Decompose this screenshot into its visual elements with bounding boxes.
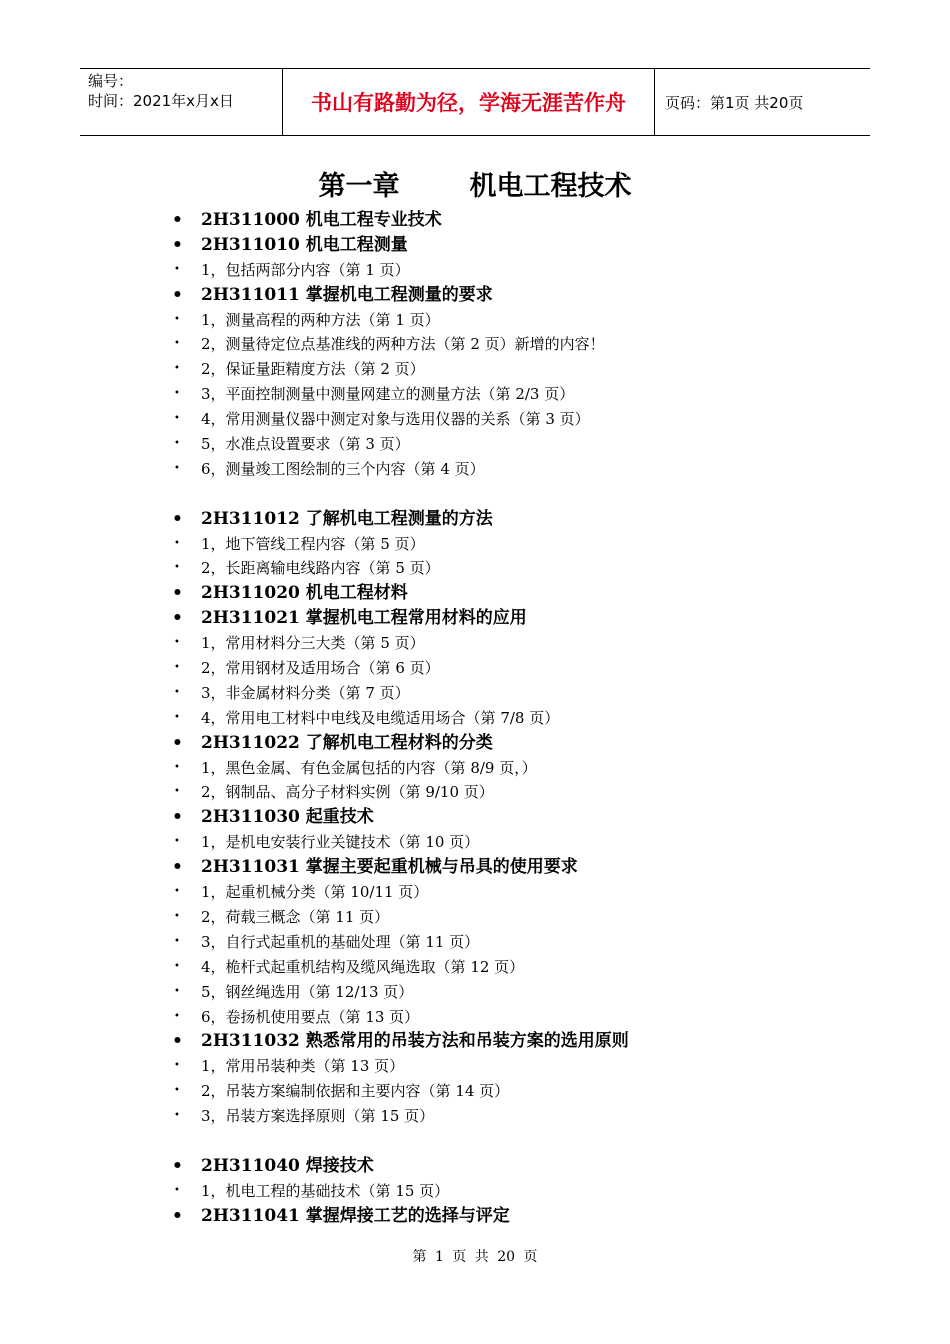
section-heading-item xyxy=(168,208,629,233)
list-item xyxy=(168,382,629,407)
bullet-icon: • xyxy=(174,537,180,549)
bullet-icon: • xyxy=(172,1155,183,1176)
bullet-icon: • xyxy=(172,583,183,604)
section-heading-item xyxy=(168,731,629,756)
bullet-icon: • xyxy=(172,807,183,828)
item-text: 4，常用电工材料中电线及电缆适用场合（第 7/8 页） xyxy=(201,708,560,727)
header-table xyxy=(80,68,870,136)
bullet-icon: • xyxy=(174,985,180,997)
list-item xyxy=(168,357,629,382)
page-footer: 第 1 页 共 20 页 xyxy=(412,1249,538,1265)
list-item xyxy=(168,407,629,432)
item-text: 2，荷载三概念（第 11 页） xyxy=(201,907,390,926)
chapter-title xyxy=(0,164,950,203)
bullet-icon: • xyxy=(172,210,183,230)
item-text: 2H311000 机电工程专业技术 xyxy=(201,210,442,230)
item-text: 2，吊装方案编制依据和主要内容（第 14 页） xyxy=(201,1082,510,1101)
section-heading-item xyxy=(168,1029,629,1054)
item-text: 2，长距离输电线路内容（第 5 页） xyxy=(201,559,440,578)
item-text: 2，常用钢材及适用场合（第 6 页） xyxy=(201,659,440,678)
item-text: 3，非金属材料分类（第 7 页） xyxy=(201,683,410,702)
bullet-icon: • xyxy=(172,732,183,753)
list-item xyxy=(168,706,629,731)
bullet-icon: • xyxy=(174,388,180,400)
bullet-icon: • xyxy=(174,786,180,798)
chapter-number: 第一章 xyxy=(318,171,400,202)
bullet-icon: • xyxy=(174,960,180,972)
list-item xyxy=(168,830,629,855)
list-item xyxy=(168,432,629,457)
list-item xyxy=(168,1179,629,1204)
item-text: 4，桅杆式起重机结构及缆风绳选取（第 12 页） xyxy=(201,957,525,976)
section-heading-item xyxy=(168,805,629,830)
bullet-icon: • xyxy=(174,1060,180,1072)
item-text: 2，保证量距精度方法（第 2 页） xyxy=(201,360,425,379)
bullet-icon: • xyxy=(174,313,180,325)
header-page-info: 页码：第1页 共20页 xyxy=(665,93,804,112)
list-item xyxy=(168,905,629,930)
item-text: 2H311041 掌握焊接工艺的选择与评定 xyxy=(201,1205,510,1226)
bullet-icon: • xyxy=(174,462,180,474)
list-item xyxy=(168,631,629,656)
item-text: 2H311020 机电工程材料 xyxy=(201,583,408,604)
item-text: 1，机电工程的基础技术（第 15 页） xyxy=(201,1181,450,1200)
list-item xyxy=(168,1054,629,1079)
item-text: 2H311031 掌握主要起重机械与吊具的使用要求 xyxy=(201,857,578,878)
bullet-icon: • xyxy=(174,886,180,898)
list-item xyxy=(168,681,629,706)
bullet-icon: • xyxy=(174,662,180,674)
item-text: 1，是机电安装行业关键技术（第 10 页） xyxy=(201,833,480,852)
list-item xyxy=(168,980,629,1005)
bullet-icon: • xyxy=(174,1110,180,1122)
item-text: 2H311011 掌握机电工程测量的要求 xyxy=(201,284,493,305)
item-text: 4，常用测量仪器中测定对象与选用仪器的关系（第 3 页） xyxy=(201,410,590,429)
bullet-icon: • xyxy=(174,338,180,350)
item-text: 2，测量待定位点基准线的两种方法（第 2 页）新增的内容！ xyxy=(201,335,605,354)
item-text: 1，黑色金属、有色金属包括的内容（第 8/9 页，） xyxy=(201,758,537,777)
bullet-icon: • xyxy=(174,836,180,848)
toc-list xyxy=(168,208,629,1229)
bullet-icon: • xyxy=(172,857,183,878)
bullet-icon: • xyxy=(174,562,180,574)
bullet-icon: • xyxy=(174,1085,180,1097)
item-text: 5，钢丝绳选用（第 12/13 页） xyxy=(201,982,414,1001)
list-item xyxy=(168,955,629,980)
list-gap xyxy=(168,1129,629,1154)
list-item xyxy=(168,1005,629,1030)
section-heading-item xyxy=(168,855,629,880)
list-item xyxy=(168,780,629,805)
bullet-icon: • xyxy=(174,686,180,698)
bullet-icon: • xyxy=(172,508,183,529)
section-heading-item xyxy=(168,233,629,258)
bullet-icon: • xyxy=(172,1031,183,1052)
section-heading-item xyxy=(168,1154,629,1179)
item-text: 3，平面控制测量中测量网建立的测量方法（第 2/3 页） xyxy=(201,385,575,404)
item-text: 2H311032 熟悉常用的吊装方法和吊装方案的选用原则 xyxy=(201,1031,629,1052)
bullet-icon: • xyxy=(174,761,180,773)
item-text: 5，水准点设置要求（第 3 页） xyxy=(201,435,410,454)
item-text: 3，自行式起重机的基础处理（第 11 页） xyxy=(201,932,480,951)
bullet-icon: • xyxy=(172,234,183,255)
bullet-icon: • xyxy=(174,413,180,425)
list-item xyxy=(168,880,629,905)
bullet-icon: • xyxy=(174,263,180,275)
item-text: 1，起重机械分类（第 10/11 页） xyxy=(201,883,429,902)
item-text: 2，钢制品、高分子材料实例（第 9/10 页） xyxy=(201,783,494,802)
bullet-icon: • xyxy=(174,363,180,375)
list-item xyxy=(168,332,629,357)
number-label: 编号： xyxy=(88,72,134,90)
header-motto: 书山有路勤为径，学海无涯苦作舟 xyxy=(282,69,655,135)
item-text: 2H311021 掌握机电工程常用材料的应用 xyxy=(201,608,527,629)
bullet-icon: • xyxy=(174,711,180,723)
section-heading-item xyxy=(168,606,629,631)
bullet-icon: • xyxy=(174,1010,180,1022)
list-item xyxy=(168,656,629,681)
item-text: 2H311030 起重技术 xyxy=(201,807,374,828)
item-text: 2H311040 焊接技术 xyxy=(201,1155,374,1176)
bullet-icon: • xyxy=(174,438,180,450)
item-text: 1，地下管线工程内容（第 5 页） xyxy=(201,534,425,553)
item-text: 6，卷扬机使用要点（第 13 页） xyxy=(201,1007,420,1026)
bullet-icon: • xyxy=(172,608,183,629)
header-left-cell xyxy=(80,69,282,135)
bullet-icon: • xyxy=(172,1205,183,1226)
list-item xyxy=(168,308,629,333)
list-item xyxy=(168,1079,629,1104)
section-heading-item xyxy=(168,581,629,606)
list-item xyxy=(168,258,629,283)
item-text: 2H311012 了解机电工程测量的方法 xyxy=(201,508,493,529)
list-item xyxy=(168,1104,629,1129)
section-heading-item xyxy=(168,1204,629,1229)
date-label: 时间：2021年x月x日 xyxy=(88,92,234,110)
list-gap xyxy=(168,482,629,507)
section-heading-item xyxy=(168,283,629,308)
list-item xyxy=(168,457,629,482)
chapter-name: 机电工程技术 xyxy=(469,171,632,202)
list-item xyxy=(168,756,629,781)
bullet-icon: • xyxy=(172,284,183,305)
list-item xyxy=(168,532,629,557)
item-text: 1，常用吊装种类（第 13 页） xyxy=(201,1057,405,1076)
item-text: 3，吊装方案选择原则（第 15 页） xyxy=(201,1107,435,1126)
item-text: 1，包括两部分内容（第 1 页） xyxy=(201,260,410,279)
bullet-icon: • xyxy=(174,910,180,922)
item-text: 2H311010 机电工程测量 xyxy=(201,234,408,255)
item-text: 2H311022 了解机电工程材料的分类 xyxy=(201,732,493,753)
item-text: 1，常用材料分三大类（第 5 页） xyxy=(201,634,425,653)
list-item xyxy=(168,930,629,955)
item-text: 1，测量高程的两种方法（第 1 页） xyxy=(201,310,440,329)
bullet-icon: • xyxy=(174,935,180,947)
list-item xyxy=(168,556,629,581)
bullet-icon: • xyxy=(174,1184,180,1196)
bullet-icon: • xyxy=(174,637,180,649)
item-text: 6，测量竣工图绘制的三个内容（第 4 页） xyxy=(201,459,485,478)
section-heading-item xyxy=(168,507,629,532)
